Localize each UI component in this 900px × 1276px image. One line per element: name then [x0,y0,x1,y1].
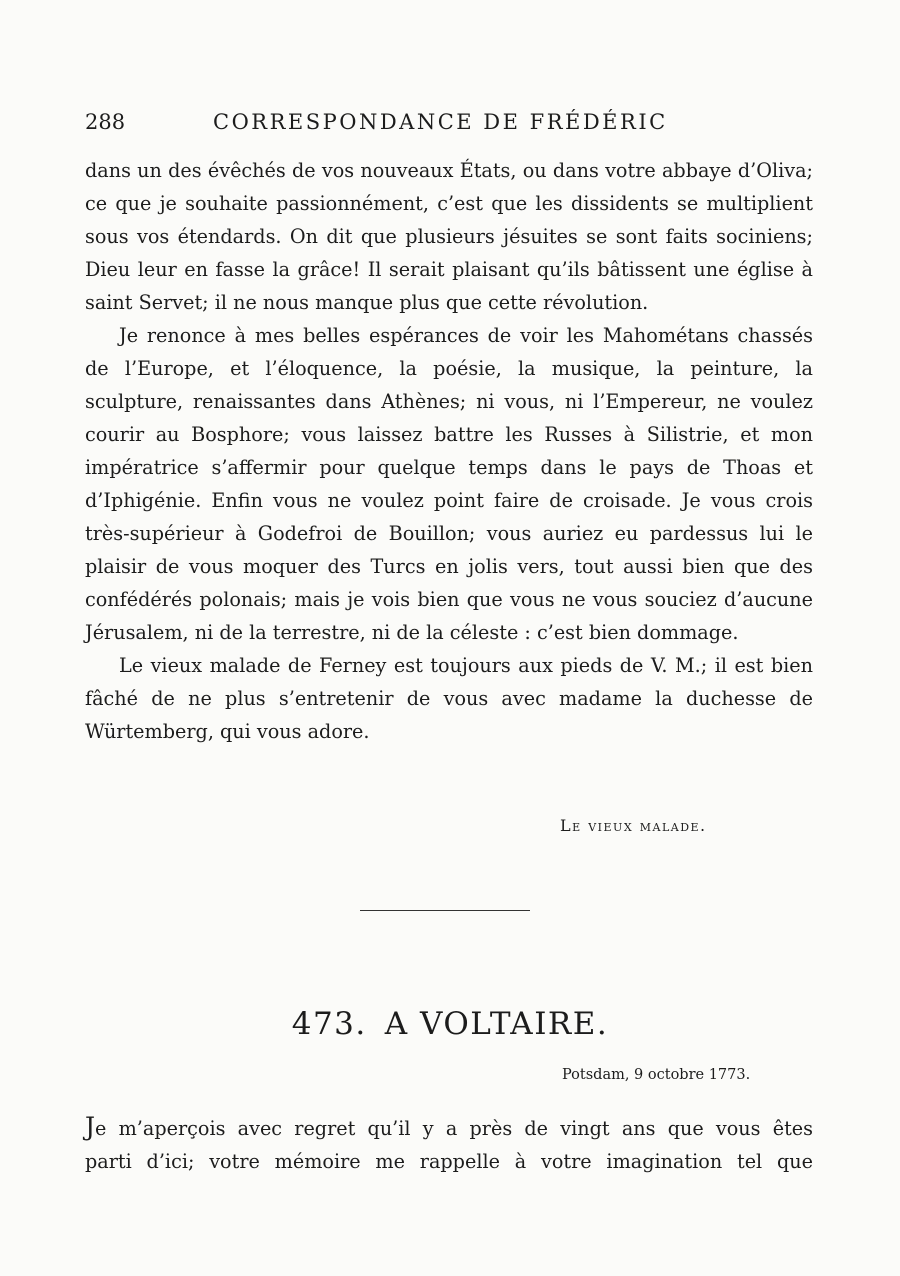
paragraph-2: Je renonce à mes belles espérances de voir les Mahométans chassés de l’Europe, et l’éloquence, la poésie, la musique, la peinture, la sculpture, renaissantes dans Athènes; ni vous, ni l’Empereur, ne voulez courir au Bosphore; vous laissez battre les Russes à Silistrie, et mon impératrice s’affermir pour quelque temps dans le pays de Thoas et d’Iphigénie. Enfin vous ne voulez point faire de croisade. Je vous crois très-supérieur à Godefroi de Bouillon; vous auriez eu pardessus lui le plaisir de vous moquer des Turcs en jolis vers, tout aussi bien que des confédérés polonais; mais je vois bien que vous ne vous souciez d’aucune Jérusalem, ni de la terrestre, ni de la céleste : c’est bien dommage. [85,324,813,644]
letter-body-continued [85,154,813,748]
letter-title: A VOLTAIRE. [384,1006,609,1042]
running-head [85,110,815,140]
letter-opening [85,1110,813,1178]
dateline: Potsdam, 9 octobre 1773. [562,1067,751,1083]
signature: Le vieux malade. [560,816,707,835]
page-number: 288 [85,110,126,134]
letter-heading [0,1006,900,1042]
paragraph-3: Le vieux malade de Ferney est toujours aux pieds de V. M.; il est bien fâché de ne plus s’entretenir de vous avec madame la duchesse de Würtemberg, qui vous adore. [85,654,813,743]
paragraph-1: dans un des évêchés de vos nouveaux États, ou dans votre abbaye d’Oliva; ce que je souhaite passionnément, c’est que les dissidents se multiplient sous vos étendards. On dit que plusieurs jésuites se sont faits sociniens; Dieu leur en fasse la grâce! Il serait plaisant qu’ils bâtissent une église à saint Servet; il ne nous manque plus que cette révolution. [85,159,813,314]
drop-capital: J [85,1112,96,1141]
opening-line-2: parti d’ici; votre mémoire me rappelle à votre imagination tel que [85,1150,813,1173]
section-divider [360,910,530,911]
opening-line-1 [85,1110,813,1145]
letter-number: 473. [291,1006,367,1042]
opening-line-1-text: e m’aperçois avec regret qu’il y a près de vingt ans que vous êtes [95,1117,813,1140]
running-title: CORRESPONDANCE DE FRÉDÉRIC [213,110,668,134]
